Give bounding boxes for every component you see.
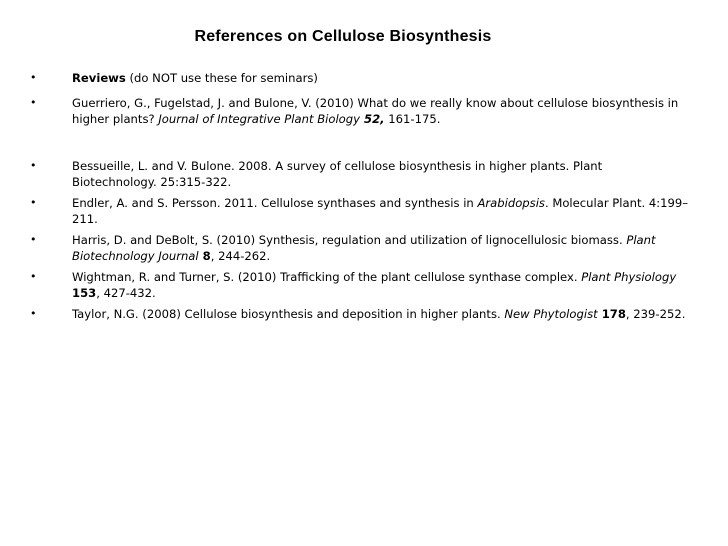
bullet-icon: • (30, 269, 37, 283)
reference-text: Guerriero, G., Fugelstad, J. and Bulone, V. (2010) What do we really know about cellulose biosynthesis in higher plants? (72, 95, 679, 126)
list-item-reference (30, 158, 690, 191)
reference-journal: Plant Biotechnology Journal (72, 232, 656, 263)
bullet-icon: • (30, 195, 37, 209)
page-title: References on Cellulose Biosynthesis (194, 28, 492, 45)
reference-pages: , 427-432. (96, 286, 156, 300)
bullet-icon: • (30, 95, 37, 109)
list-item-reviews-heading (30, 70, 690, 87)
reference-journal: New Phytologist (504, 306, 598, 321)
list-item-reference (30, 232, 690, 265)
reference-text-end: . Molecular Plant. 4:199–211. (72, 195, 689, 226)
reviews-note: (do NOT use these for seminars) (125, 71, 318, 85)
reference-volume: 178 (597, 306, 626, 321)
list-item-reference (30, 269, 690, 302)
reference-pages: , 239-252. (625, 306, 686, 321)
reference-volume: 153 (72, 286, 97, 300)
reference-pages: , 244-262. (210, 249, 271, 263)
reference-pages: 161-175. (384, 112, 441, 126)
reference-journal: Plant Physiology (581, 269, 677, 284)
bullet-icon: • (30, 306, 37, 320)
reference-list (30, 70, 690, 326)
bullet-icon: • (30, 158, 37, 172)
list-item-reference (30, 195, 690, 228)
reference-text: Taylor, N.G. (2008) Cellulose biosynthesis and deposition in higher plants. (72, 306, 505, 321)
bullet-icon: • (30, 71, 37, 84)
list-item-reference (30, 95, 690, 128)
reference-text: Harris, D. and DeBolt, S. (2010) Synthesis, regulation and utilization of lignocellulosic biomass. (72, 232, 627, 247)
bullet-icon: • (30, 232, 37, 246)
reference-volume: 8 (198, 249, 211, 263)
reference-volume: 52, (360, 112, 385, 126)
reference-text: Endler, A. and S. Persson. 2011. Cellulose synthases and synthesis in (72, 195, 478, 210)
reference-journal: Journal of Integrative Plant Biology (158, 112, 360, 126)
reviews-label: Reviews (72, 71, 126, 85)
list-item-reference (30, 306, 690, 323)
reference-genus: Arabidopsis (477, 195, 545, 210)
reference-text: Bessueille, L. and V. Bulone. 2008. A survey of cellulose biosynthesis in higher plants. Plant Biotechnology. 25:315-322. (72, 158, 603, 189)
reference-text: Wightman, R. and Turner, S. (2010) Trafficking of the plant cellulose synthase complex. (72, 269, 582, 284)
